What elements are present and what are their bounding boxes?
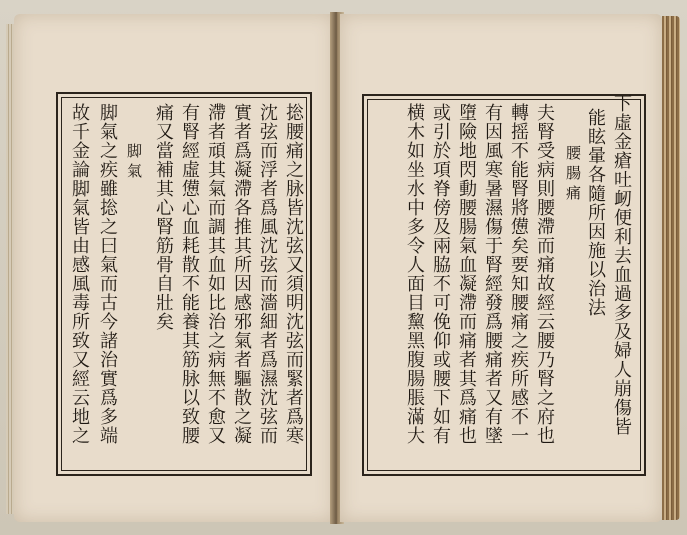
- left-column-7: 實者爲凝滯各推其所因感邪氣者驅散之凝: [231, 103, 252, 445]
- left-column-6: 滯者頑其氣而調其血如比治之病無不愈又: [205, 103, 226, 445]
- right-column-7: 墮險地閃動腰腸氣血凝滯而痛者其爲痛也: [456, 103, 477, 445]
- right-column-2: 能眩暈各隨所因施以治法: [585, 108, 606, 317]
- left-heading-jiaoqi: 脚氣: [125, 143, 143, 183]
- right-column-4: 夫腎受病則腰滯而痛故經云腰乃腎之府也: [534, 103, 555, 445]
- left-column-4: 痛又當補其心腎筋骨自壯矣: [153, 103, 174, 331]
- right-page-edges: [662, 16, 680, 520]
- right-column-6: 有因風寒暑濕傷于腎經發爲腰痛者又有墜: [482, 103, 503, 445]
- left-column-2: 脚氣之疾雖捴之曰氣而古今諸治實爲多端: [97, 103, 118, 445]
- left-column-9: 捴腰痛之脉皆沈弦又須明沈弦而緊者爲寒: [283, 103, 304, 445]
- right-column-1: 下虛金瘡吐衂便利去血過多及婦人崩傷皆: [611, 94, 632, 436]
- right-column-5: 轉摇不能腎將憊矣要知腰痛之疾所感不一: [508, 103, 529, 445]
- right-heading-yaochangtong: 腰腸痛: [564, 145, 582, 205]
- right-column-9: 横木如坐水中多令人面目黧黑腹腸脹滿大: [404, 103, 425, 445]
- left-column-8: 沈弦而浮者爲風沈弦而濇細者爲濕沈弦而: [257, 103, 278, 445]
- left-column-1: 故千金論脚氣皆由感風毒所致又經云地之: [69, 103, 90, 445]
- right-column-8: 或引於項脊傍及兩脇不可俛仰或腰下如有: [430, 103, 451, 445]
- left-column-5: 有腎經虛憊心血耗散不能養其筋脉以致腰: [179, 103, 200, 445]
